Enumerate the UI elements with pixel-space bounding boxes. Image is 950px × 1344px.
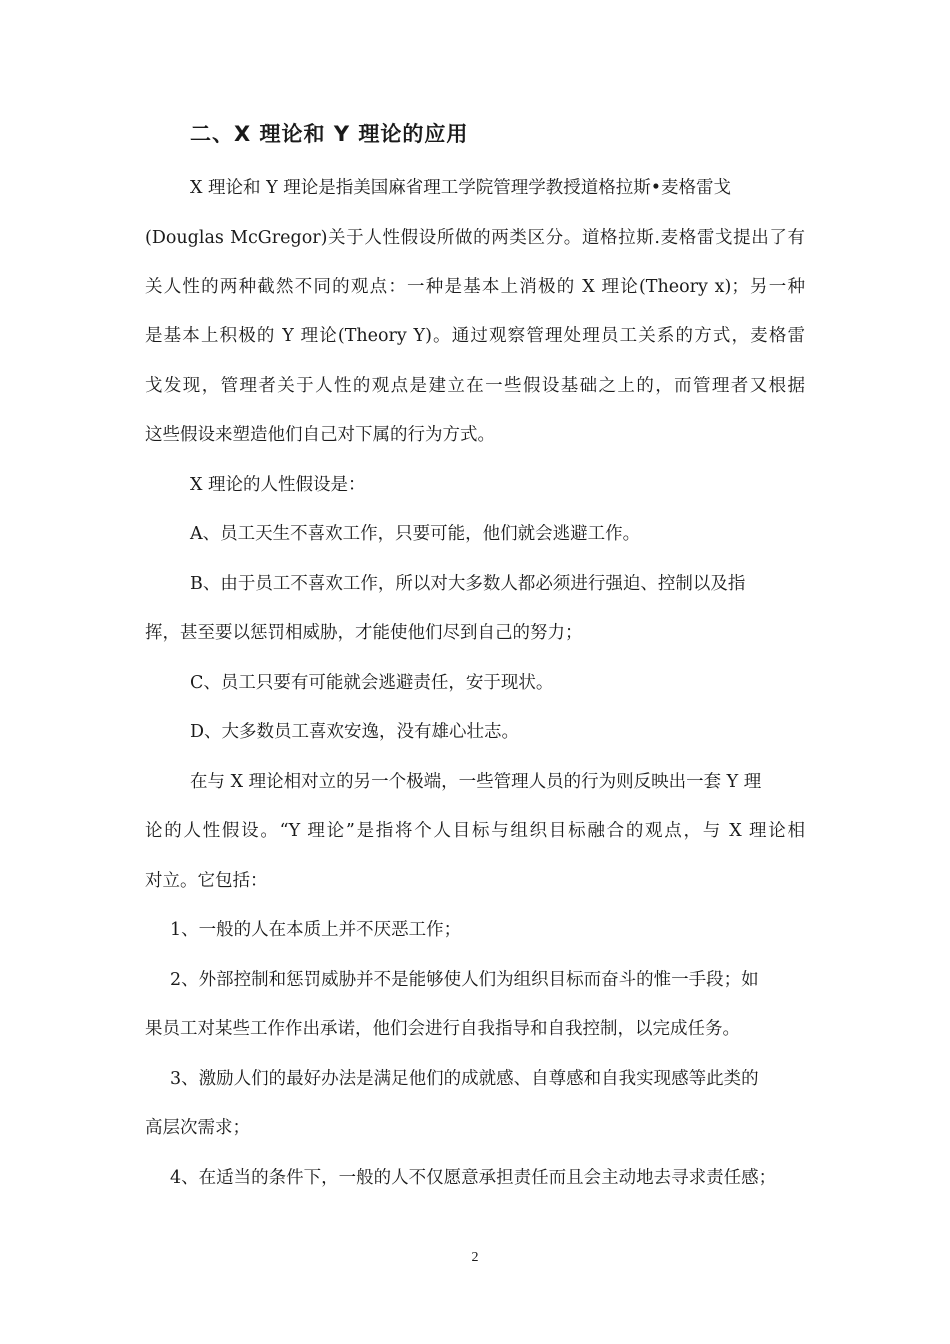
paragraph-line: 关人性的两种截然不同的观点：一种是基本上消极的 X 理论(Theory x)；另一种: [145, 277, 805, 297]
page-number: 2: [471, 1250, 479, 1265]
section-heading: 二、X 理论和 Y 理论的应用: [190, 122, 469, 146]
paragraph-line: 在与 X 理论相对立的另一个极端，一些管理人员的行为则反映出一套 Y 理: [190, 772, 762, 792]
paragraph-line: X 理论和 Y 理论是指美国麻省理工学院管理学教授道格拉斯•麦格雷戈: [190, 178, 732, 198]
list-item: 挥，甚至要以惩罚相威胁，才能使他们尽到自己的努力；: [145, 623, 583, 643]
paragraph-line: 是基本上积极的 Y 理论(Theory Y)。通过观察管理处理员工关系的方式，麦格雷: [145, 326, 805, 346]
paragraph-line: 论的人性假设。“Y 理论”是指将个人目标与组织目标融合的观点，与 X 理论相: [145, 821, 805, 841]
paragraph-line: 对立。它包括：: [145, 871, 268, 891]
list-item: B、由于员工不喜欢工作，所以对大多数人都必须进行强迫、控制以及指: [190, 574, 746, 594]
list-item: A、员工天生不喜欢工作，只要可能，他们就会逃避工作。: [190, 524, 641, 544]
list-item: 3、激励人们的最好办法是满足他们的成就感、自尊感和自我实现感等此类的: [170, 1069, 759, 1089]
list-item: 高层次需求；: [145, 1118, 250, 1138]
paragraph-line: (Douglas McGregor)关于人性假设所做的两类区分。道格拉斯.麦格雷戈提出了有: [145, 228, 805, 248]
list-item: 1、一般的人在本质上并不厌恶工作；: [170, 920, 462, 940]
list-item: D、大多数员工喜欢安逸，没有雄心壮志。: [190, 722, 520, 742]
paragraph-line: 这些假设来塑造他们自己对下属的行为方式。: [145, 425, 495, 445]
list-item: 果员工对某些工作作出承诺，他们会进行自我指导和自我控制，以完成任务。: [145, 1019, 740, 1039]
list-item: 4、在适当的条件下，一般的人不仅愿意承担责任而且会主动地去寻求责任感；: [170, 1168, 777, 1188]
paragraph-line: 戈发现，管理者关于人性的观点是建立在一些假设基础之上的，而管理者又根据: [145, 376, 805, 396]
list-item: C、员工只要有可能就会逃避责任，安于现状。: [190, 673, 554, 693]
list-item: 2、外部控制和惩罚威胁并不是能够使人们为组织目标而奋斗的惟一手段；如: [170, 970, 759, 990]
paragraph-line: X 理论的人性假设是：: [190, 475, 366, 495]
